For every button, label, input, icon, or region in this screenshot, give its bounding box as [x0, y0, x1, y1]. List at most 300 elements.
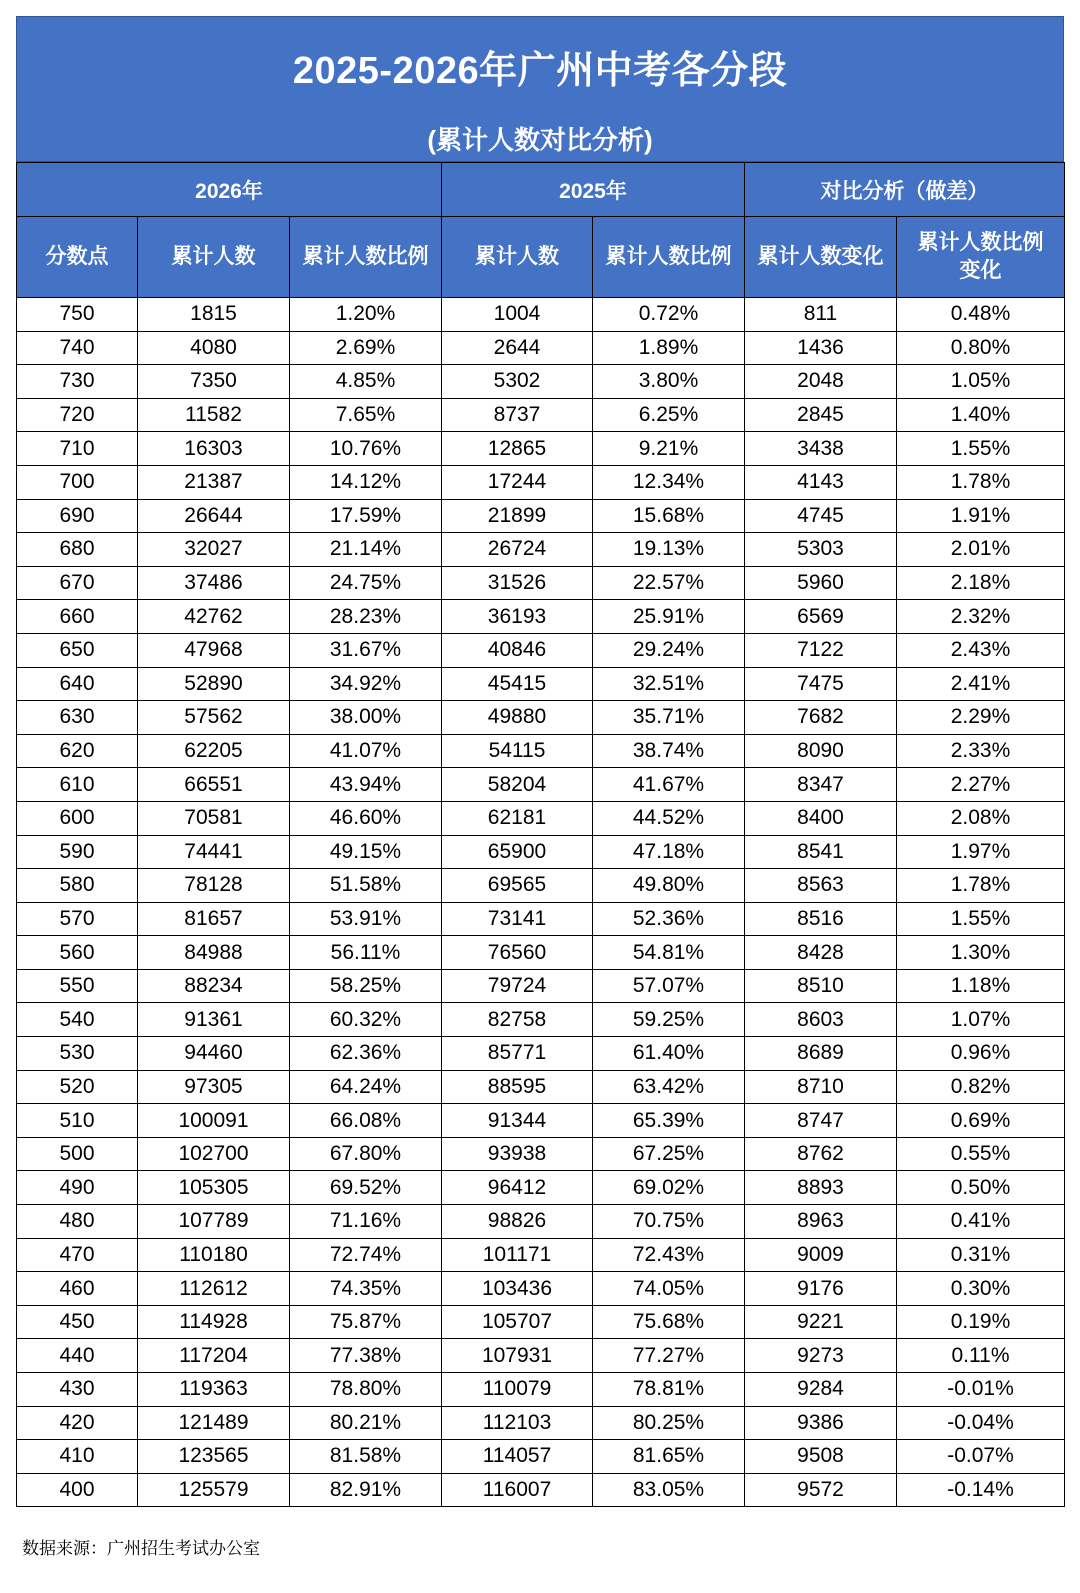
count-2026-cell: 105305 — [138, 1171, 290, 1205]
ratio-change-cell: -0.04% — [897, 1406, 1065, 1440]
count-change-cell: 8090 — [745, 734, 897, 768]
ratio-2026-cell: 82.91% — [290, 1473, 442, 1507]
ratio-change-cell: 0.41% — [897, 1205, 1065, 1239]
count-change-cell: 9273 — [745, 1339, 897, 1373]
ratio-2025-cell: 44.52% — [593, 801, 745, 835]
count-change-cell: 8762 — [745, 1137, 897, 1171]
count-2025-cell: 26724 — [442, 533, 593, 567]
ratio-2026-cell: 21.14% — [290, 533, 442, 567]
ratio-2026-cell: 7.65% — [290, 398, 442, 432]
ratio-2026-cell: 60.32% — [290, 1003, 442, 1037]
count-change-cell: 2845 — [745, 398, 897, 432]
page-title: 2025-2026年广州中考各分段 — [292, 50, 788, 92]
count-change-cell: 8428 — [745, 936, 897, 970]
count-2026-cell: 11582 — [138, 398, 290, 432]
table-row — [17, 1406, 1065, 1440]
ratio-change-cell: 1.18% — [897, 969, 1065, 1003]
count-2026-cell: 119363 — [138, 1373, 290, 1407]
ratio-2026-cell: 75.87% — [290, 1305, 442, 1339]
table-row — [17, 835, 1065, 869]
count-2025-cell: 103436 — [442, 1272, 593, 1306]
table-row — [17, 1003, 1065, 1037]
table-row — [17, 533, 1065, 567]
score-cell: 720 — [17, 398, 138, 432]
ratio-change-cell: 0.19% — [897, 1305, 1065, 1339]
ratio-2026-cell: 34.92% — [290, 667, 442, 701]
table-row — [17, 432, 1065, 466]
count-2025-cell: 107931 — [442, 1339, 593, 1373]
ratio-2025-cell: 63.42% — [593, 1070, 745, 1104]
table-row — [17, 667, 1065, 701]
count-2025-cell: 93938 — [442, 1137, 593, 1171]
table-row — [17, 969, 1065, 1003]
ratio-2025-cell: 19.13% — [593, 533, 745, 567]
ratio-2025-cell: 59.25% — [593, 1003, 745, 1037]
count-2026-cell: 123565 — [138, 1440, 290, 1474]
count-2025-cell: 112103 — [442, 1406, 593, 1440]
table-row — [17, 365, 1065, 399]
count-2026-cell: 16303 — [138, 432, 290, 466]
ratio-2025-cell: 1.89% — [593, 331, 745, 365]
table-row — [17, 465, 1065, 499]
count-change-cell: 5960 — [745, 566, 897, 600]
count-change-cell: 9221 — [745, 1305, 897, 1339]
ratio-2025-cell: 38.74% — [593, 734, 745, 768]
group-header-2026: 2026年 — [17, 163, 442, 217]
count-change-cell: 8603 — [745, 1003, 897, 1037]
col-header-2025-ratio: 累计人数比例 — [593, 217, 745, 298]
ratio-2026-cell: 46.60% — [290, 801, 442, 835]
ratio-2026-cell: 64.24% — [290, 1070, 442, 1104]
ratio-2025-cell: 29.24% — [593, 633, 745, 667]
score-cell: 460 — [17, 1272, 138, 1306]
ratio-2026-cell: 58.25% — [290, 969, 442, 1003]
count-2026-cell: 114928 — [138, 1305, 290, 1339]
ratio-2026-cell: 43.94% — [290, 768, 442, 802]
count-2025-cell: 76560 — [442, 936, 593, 970]
count-2026-cell: 78128 — [138, 869, 290, 903]
count-2026-cell: 121489 — [138, 1406, 290, 1440]
table-row — [17, 566, 1065, 600]
count-2025-cell: 96412 — [442, 1171, 593, 1205]
col-header-2026-ratio: 累计人数比例 — [290, 217, 442, 298]
table-row — [17, 701, 1065, 735]
count-change-cell: 8516 — [745, 902, 897, 936]
count-2026-cell: 91361 — [138, 1003, 290, 1037]
ratio-2025-cell: 3.80% — [593, 365, 745, 399]
ratio-change-cell: 2.33% — [897, 734, 1065, 768]
ratio-change-cell: 0.50% — [897, 1171, 1065, 1205]
count-2025-cell: 98826 — [442, 1205, 593, 1239]
score-cell: 550 — [17, 969, 138, 1003]
count-change-cell: 8541 — [745, 835, 897, 869]
count-2026-cell: 7350 — [138, 365, 290, 399]
ratio-change-cell: 1.97% — [897, 835, 1065, 869]
count-2025-cell: 79724 — [442, 969, 593, 1003]
ratio-2025-cell: 67.25% — [593, 1137, 745, 1171]
count-change-cell: 7682 — [745, 701, 897, 735]
count-change-cell: 6569 — [745, 600, 897, 634]
count-change-cell: 9176 — [745, 1272, 897, 1306]
ratio-2025-cell: 57.07% — [593, 969, 745, 1003]
count-2026-cell: 32027 — [138, 533, 290, 567]
col-header-ratio-change: 累计人数比例变化 — [897, 217, 1065, 298]
ratio-2025-cell: 6.25% — [593, 398, 745, 432]
count-2026-cell: 66551 — [138, 768, 290, 802]
score-cell: 430 — [17, 1373, 138, 1407]
count-2026-cell: 88234 — [138, 969, 290, 1003]
table-row — [17, 1205, 1065, 1239]
count-2025-cell: 69565 — [442, 869, 593, 903]
ratio-2025-cell: 80.25% — [593, 1406, 745, 1440]
count-2025-cell: 36193 — [442, 600, 593, 634]
ratio-change-cell: -0.07% — [897, 1440, 1065, 1474]
ratio-2026-cell: 81.58% — [290, 1440, 442, 1474]
table-row — [17, 734, 1065, 768]
score-cell: 640 — [17, 667, 138, 701]
count-2026-cell: 21387 — [138, 465, 290, 499]
count-2026-cell: 74441 — [138, 835, 290, 869]
score-cell: 490 — [17, 1171, 138, 1205]
count-2025-cell: 62181 — [442, 801, 593, 835]
ratio-2025-cell: 70.75% — [593, 1205, 745, 1239]
table-row — [17, 801, 1065, 835]
count-2026-cell: 42762 — [138, 600, 290, 634]
count-2026-cell: 52890 — [138, 667, 290, 701]
col-header-score: 分数点 — [17, 217, 138, 298]
count-2026-cell: 102700 — [138, 1137, 290, 1171]
ratio-2026-cell: 41.07% — [290, 734, 442, 768]
count-change-cell: 7122 — [745, 633, 897, 667]
ratio-change-cell: 2.41% — [897, 667, 1065, 701]
ratio-change-cell: 1.55% — [897, 432, 1065, 466]
ratio-2026-cell: 53.91% — [290, 902, 442, 936]
ratio-change-cell: 0.80% — [897, 331, 1065, 365]
score-cell: 440 — [17, 1339, 138, 1373]
ratio-change-cell: 1.78% — [897, 869, 1065, 903]
ratio-change-cell: 0.55% — [897, 1137, 1065, 1171]
score-cell: 680 — [17, 533, 138, 567]
table-row — [17, 1373, 1065, 1407]
count-change-cell: 4745 — [745, 499, 897, 533]
count-2026-cell: 47968 — [138, 633, 290, 667]
ratio-change-cell: 1.55% — [897, 902, 1065, 936]
score-cell: 410 — [17, 1440, 138, 1474]
count-2026-cell: 81657 — [138, 902, 290, 936]
count-2026-cell: 107789 — [138, 1205, 290, 1239]
count-2025-cell: 40846 — [442, 633, 593, 667]
table-row — [17, 499, 1065, 533]
count-change-cell: 9572 — [745, 1473, 897, 1507]
ratio-2025-cell: 32.51% — [593, 667, 745, 701]
count-change-cell: 8563 — [745, 869, 897, 903]
count-2025-cell: 88595 — [442, 1070, 593, 1104]
count-2026-cell: 70581 — [138, 801, 290, 835]
ratio-change-cell: 0.69% — [897, 1104, 1065, 1138]
score-cell: 500 — [17, 1137, 138, 1171]
ratio-2026-cell: 71.16% — [290, 1205, 442, 1239]
ratio-2025-cell: 41.67% — [593, 768, 745, 802]
ratio-change-cell: 2.32% — [897, 600, 1065, 634]
table-row — [17, 902, 1065, 936]
count-change-cell: 8510 — [745, 969, 897, 1003]
count-change-cell: 4143 — [745, 465, 897, 499]
ratio-change-cell: 2.01% — [897, 533, 1065, 567]
table-row — [17, 936, 1065, 970]
score-cell: 600 — [17, 801, 138, 835]
count-change-cell: 2048 — [745, 365, 897, 399]
table-row — [17, 600, 1065, 634]
table-row — [17, 1137, 1065, 1171]
ratio-2026-cell: 62.36% — [290, 1037, 442, 1071]
ratio-2026-cell: 31.67% — [290, 633, 442, 667]
count-2025-cell: 91344 — [442, 1104, 593, 1138]
score-table-sheet — [16, 16, 1064, 1507]
score-cell: 580 — [17, 869, 138, 903]
data-source-note: 数据来源：广州招生考试办公室 — [22, 1539, 260, 1558]
count-change-cell: 9386 — [745, 1406, 897, 1440]
ratio-2026-cell: 38.00% — [290, 701, 442, 735]
count-2025-cell: 17244 — [442, 465, 593, 499]
ratio-change-cell: 1.30% — [897, 936, 1065, 970]
count-2025-cell: 110079 — [442, 1373, 593, 1407]
table-row — [17, 1104, 1065, 1138]
ratio-2025-cell: 9.21% — [593, 432, 745, 466]
ratio-2026-cell: 4.85% — [290, 365, 442, 399]
count-change-cell: 5303 — [745, 533, 897, 567]
score-cell: 690 — [17, 499, 138, 533]
table-row — [17, 1339, 1065, 1373]
table-row — [17, 1440, 1065, 1474]
table-row — [17, 1272, 1065, 1306]
count-2025-cell: 116007 — [442, 1473, 593, 1507]
ratio-2025-cell: 54.81% — [593, 936, 745, 970]
table-row — [17, 768, 1065, 802]
ratio-2025-cell: 15.68% — [593, 499, 745, 533]
count-change-cell: 8710 — [745, 1070, 897, 1104]
count-2026-cell: 62205 — [138, 734, 290, 768]
table-row — [17, 1305, 1065, 1339]
ratio-change-cell: 1.07% — [897, 1003, 1065, 1037]
table-row — [17, 1473, 1065, 1507]
table-row — [17, 1171, 1065, 1205]
count-2025-cell: 54115 — [442, 734, 593, 768]
count-2025-cell: 2644 — [442, 331, 593, 365]
group-header-row — [17, 163, 1065, 217]
ratio-2025-cell: 83.05% — [593, 1473, 745, 1507]
ratio-2025-cell: 72.43% — [593, 1238, 745, 1272]
count-2025-cell: 1004 — [442, 298, 593, 332]
count-2025-cell: 101171 — [442, 1238, 593, 1272]
score-cell: 560 — [17, 936, 138, 970]
ratio-2026-cell: 1.20% — [290, 298, 442, 332]
ratio-2025-cell: 81.65% — [593, 1440, 745, 1474]
count-2026-cell: 125579 — [138, 1473, 290, 1507]
ratio-2025-cell: 12.34% — [593, 465, 745, 499]
score-cell: 660 — [17, 600, 138, 634]
table-row — [17, 1070, 1065, 1104]
table-row — [17, 331, 1065, 365]
count-change-cell: 3438 — [745, 432, 897, 466]
table-row — [17, 633, 1065, 667]
count-change-cell: 8893 — [745, 1171, 897, 1205]
ratio-2026-cell: 24.75% — [290, 566, 442, 600]
score-cell: 620 — [17, 734, 138, 768]
count-change-cell: 9284 — [745, 1373, 897, 1407]
ratio-2025-cell: 25.91% — [593, 600, 745, 634]
score-cell: 610 — [17, 768, 138, 802]
score-cell: 420 — [17, 1406, 138, 1440]
count-2026-cell: 1815 — [138, 298, 290, 332]
title-banner — [16, 16, 1064, 162]
table-row — [17, 1238, 1065, 1272]
ratio-2026-cell: 56.11% — [290, 936, 442, 970]
ratio-2026-cell: 77.38% — [290, 1339, 442, 1373]
ratio-2025-cell: 65.39% — [593, 1104, 745, 1138]
count-2026-cell: 84988 — [138, 936, 290, 970]
table-body — [17, 298, 1065, 1507]
ratio-2026-cell: 28.23% — [290, 600, 442, 634]
score-cell: 510 — [17, 1104, 138, 1138]
ratio-change-cell: -0.14% — [897, 1473, 1065, 1507]
ratio-2025-cell: 75.68% — [593, 1305, 745, 1339]
count-change-cell: 1436 — [745, 331, 897, 365]
count-2026-cell: 94460 — [138, 1037, 290, 1071]
ratio-2026-cell: 67.80% — [290, 1137, 442, 1171]
ratio-2026-cell: 74.35% — [290, 1272, 442, 1306]
ratio-change-cell: 0.48% — [897, 298, 1065, 332]
score-cell: 730 — [17, 365, 138, 399]
ratio-2026-cell: 78.80% — [290, 1373, 442, 1407]
count-2026-cell: 100091 — [138, 1104, 290, 1138]
ratio-2025-cell: 69.02% — [593, 1171, 745, 1205]
ratio-2025-cell: 0.72% — [593, 298, 745, 332]
ratio-change-cell: 0.31% — [897, 1238, 1065, 1272]
ratio-2026-cell: 69.52% — [290, 1171, 442, 1205]
score-comparison-table — [16, 162, 1065, 1507]
count-2026-cell: 57562 — [138, 701, 290, 735]
count-change-cell: 8400 — [745, 801, 897, 835]
score-cell: 670 — [17, 566, 138, 600]
ratio-change-cell: 0.82% — [897, 1070, 1065, 1104]
ratio-2026-cell: 51.58% — [290, 869, 442, 903]
ratio-2025-cell: 78.81% — [593, 1373, 745, 1407]
score-cell: 540 — [17, 1003, 138, 1037]
score-cell: 590 — [17, 835, 138, 869]
page-subtitle: (累计人数对比分析) — [427, 125, 653, 155]
ratio-2025-cell: 47.18% — [593, 835, 745, 869]
count-2025-cell: 82758 — [442, 1003, 593, 1037]
ratio-2025-cell: 77.27% — [593, 1339, 745, 1373]
count-change-cell: 8689 — [745, 1037, 897, 1071]
ratio-2025-cell: 74.05% — [593, 1272, 745, 1306]
ratio-change-cell: 2.29% — [897, 701, 1065, 735]
ratio-change-cell: 0.96% — [897, 1037, 1065, 1071]
count-change-cell: 8347 — [745, 768, 897, 802]
table-row — [17, 869, 1065, 903]
count-change-cell: 9508 — [745, 1440, 897, 1474]
score-cell: 520 — [17, 1070, 138, 1104]
ratio-change-cell: 2.18% — [897, 566, 1065, 600]
score-cell: 630 — [17, 701, 138, 735]
score-cell: 650 — [17, 633, 138, 667]
ratio-change-cell: 0.30% — [897, 1272, 1065, 1306]
score-cell: 530 — [17, 1037, 138, 1071]
ratio-change-cell: 2.08% — [897, 801, 1065, 835]
ratio-2025-cell: 49.80% — [593, 869, 745, 903]
col-header-count-change: 累计人数变化 — [745, 217, 897, 298]
ratio-2025-cell: 35.71% — [593, 701, 745, 735]
count-2026-cell: 4080 — [138, 331, 290, 365]
ratio-change-cell: -0.01% — [897, 1373, 1065, 1407]
count-2025-cell: 21899 — [442, 499, 593, 533]
count-2025-cell: 105707 — [442, 1305, 593, 1339]
ratio-2026-cell: 2.69% — [290, 331, 442, 365]
count-2026-cell: 112612 — [138, 1272, 290, 1306]
col-header-2025-count: 累计人数 — [442, 217, 593, 298]
ratio-2026-cell: 10.76% — [290, 432, 442, 466]
column-header-row — [17, 217, 1065, 298]
score-cell: 480 — [17, 1205, 138, 1239]
count-2026-cell: 97305 — [138, 1070, 290, 1104]
ratio-change-cell: 1.78% — [897, 465, 1065, 499]
ratio-change-cell: 1.05% — [897, 365, 1065, 399]
ratio-change-cell: 2.43% — [897, 633, 1065, 667]
count-change-cell: 7475 — [745, 667, 897, 701]
ratio-2026-cell: 14.12% — [290, 465, 442, 499]
table-row — [17, 398, 1065, 432]
ratio-2025-cell: 52.36% — [593, 902, 745, 936]
score-cell: 570 — [17, 902, 138, 936]
count-2025-cell: 31526 — [442, 566, 593, 600]
count-2025-cell: 49880 — [442, 701, 593, 735]
ratio-2026-cell: 66.08% — [290, 1104, 442, 1138]
ratio-2025-cell: 61.40% — [593, 1037, 745, 1071]
ratio-change-cell: 0.11% — [897, 1339, 1065, 1373]
score-cell: 450 — [17, 1305, 138, 1339]
count-2026-cell: 26644 — [138, 499, 290, 533]
count-2025-cell: 12865 — [442, 432, 593, 466]
ratio-2025-cell: 22.57% — [593, 566, 745, 600]
ratio-change-cell: 1.40% — [897, 398, 1065, 432]
table-row — [17, 298, 1065, 332]
group-header-comparison: 对比分析（做差） — [745, 163, 1065, 217]
score-cell: 470 — [17, 1238, 138, 1272]
ratio-change-cell: 1.91% — [897, 499, 1065, 533]
col-header-2026-count: 累计人数 — [138, 217, 290, 298]
count-2025-cell: 5302 — [442, 365, 593, 399]
count-2025-cell: 58204 — [442, 768, 593, 802]
count-change-cell: 8747 — [745, 1104, 897, 1138]
score-cell: 740 — [17, 331, 138, 365]
score-cell: 750 — [17, 298, 138, 332]
ratio-2026-cell: 80.21% — [290, 1406, 442, 1440]
group-header-2025: 2025年 — [442, 163, 745, 217]
table-row — [17, 1037, 1065, 1071]
count-2025-cell: 85771 — [442, 1037, 593, 1071]
count-2025-cell: 114057 — [442, 1440, 593, 1474]
count-2025-cell: 73141 — [442, 902, 593, 936]
score-cell: 400 — [17, 1473, 138, 1507]
ratio-2026-cell: 17.59% — [290, 499, 442, 533]
count-2025-cell: 8737 — [442, 398, 593, 432]
count-change-cell: 811 — [745, 298, 897, 332]
count-2025-cell: 45415 — [442, 667, 593, 701]
ratio-change-cell: 2.27% — [897, 768, 1065, 802]
count-2026-cell: 110180 — [138, 1238, 290, 1272]
count-2025-cell: 65900 — [442, 835, 593, 869]
ratio-2026-cell: 49.15% — [290, 835, 442, 869]
